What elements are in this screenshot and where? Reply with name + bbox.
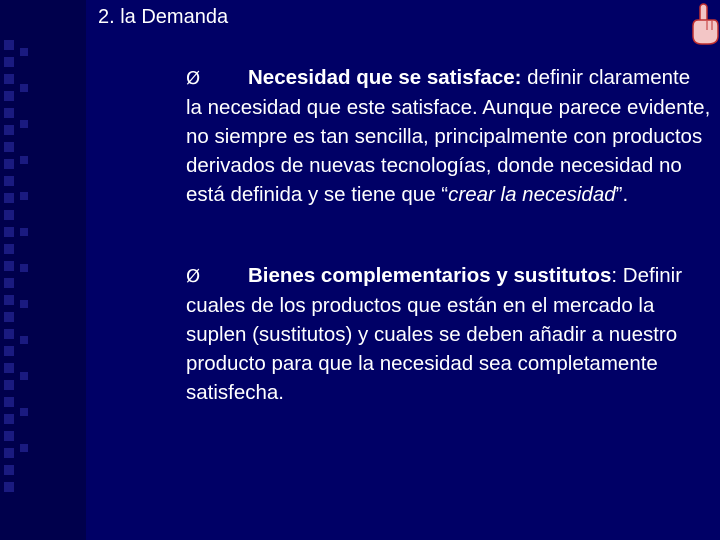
square-pattern <box>0 40 86 540</box>
decorative-side-strip <box>0 0 86 540</box>
bullet-heading: Necesidad que se satisface: <box>248 66 522 89</box>
bullet-italic: crear la necesidad <box>448 183 616 206</box>
bullet-bienes <box>186 261 711 407</box>
arrow-bullet-icon: Ø <box>186 68 201 89</box>
pointing-hand-icon <box>684 2 720 46</box>
bullet-necesidad <box>186 63 711 209</box>
arrow-bullet-icon: Ø <box>186 266 201 287</box>
bullet-heading: Bienes complementarios y sustitutos <box>248 264 612 287</box>
bullet-body: : Definir cuales de los productos que están en el mercado la suplen (sustitutos) y cuales se deben añadir a nuestro producto para que la necesidad sea completamente satisfecha. <box>186 264 683 404</box>
slide-title: 2. la Demanda <box>98 6 229 28</box>
bullet-body: definir claramente la necesidad que este satisface. Aunque parece evidente, no siempre es tan sencilla, principalmente con productos derivados de nuevas tecnologías, donde necesidad no está definida y se tiene que “ <box>186 66 711 206</box>
bullet-tail: ”. <box>615 183 629 206</box>
